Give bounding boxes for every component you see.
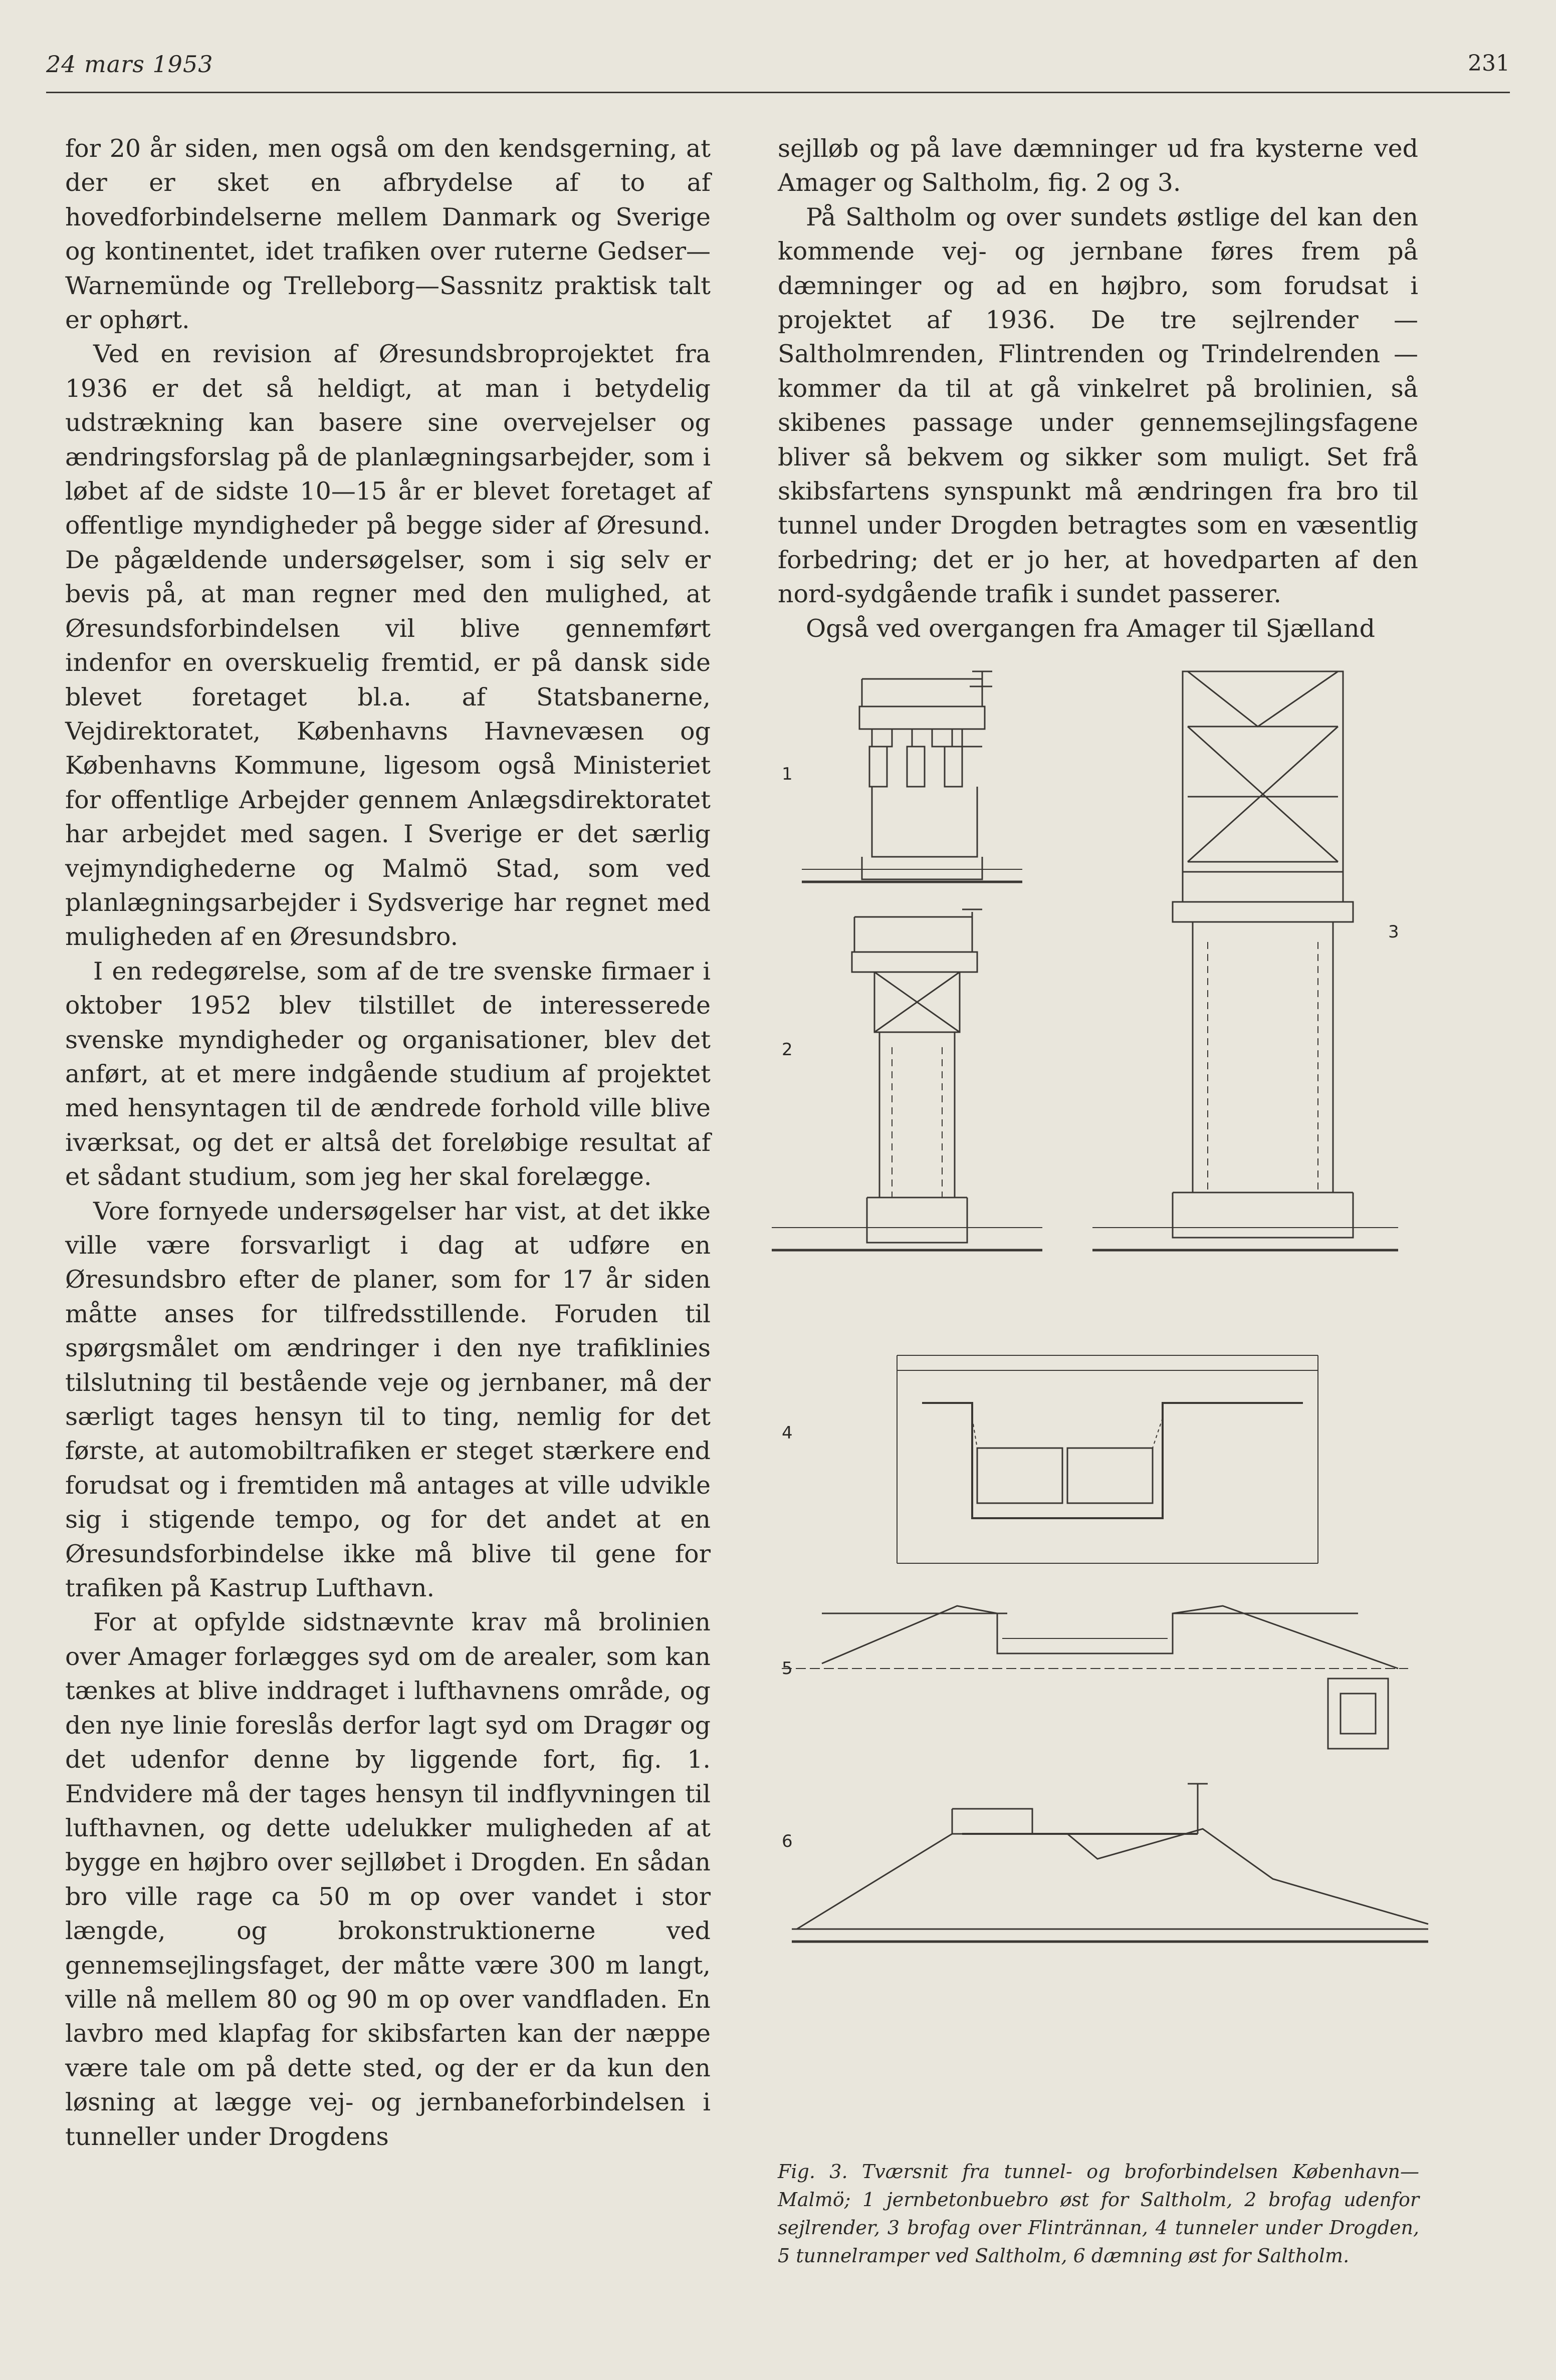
figure-label-5: 5 xyxy=(782,1658,793,1679)
section-1-drawing xyxy=(802,671,1022,882)
figure-label-2: 2 xyxy=(782,1040,793,1060)
figure-label-6: 6 xyxy=(782,1831,793,1851)
section-5-drawing xyxy=(782,1606,1408,1749)
section-3-drawing xyxy=(1092,671,1398,1250)
paragraph: for 20 år siden, men også om den kendsgerning, at der er sket en afbrydelse af to af hovedforbindelserne mellem Danmark og Sverige og kontinentet, idet trafiken over ruterne Gedser—Warnemünde og Trelleborg—Sassnitz praktisk talt er ophørt. xyxy=(65,134,711,335)
figure-caption: Fig. 3. Tværsnit fra tunnel- og broforbindelsen København—Malmö; 1 jernbetonbuebro øst for Saltholm, 2 brofag udenfor sejlrender, 3 brofag over Flintrännan, 4 tunneler under Drogden, 5 tunnelramper ved Saltholm, 6 dæmning øst for Saltholm. xyxy=(778,2161,1419,2267)
section-2-drawing xyxy=(772,909,1042,1250)
page-number: 231 xyxy=(1468,51,1510,76)
issue-date: 24 mars 1953 xyxy=(46,51,213,78)
paragraph: Ved en revision af Øresundsbroprojektet fra 1936 er det så heldigt, at man i betydelig udstrækning kan basere sine overvejelser og ændringsforslag på de planlægningsarbejder, som i løbet af de sidste 10—15 år er blevet foretaget af offentlige myndigheder på begge sider af Øresund. De pågældende undersøgelser, som i sig selv er bevis på, at man regner med den mulighed, at Øresundsforbindelsen vil blive gennemført indenfor en overskuelig fremtid, er på dansk side blevet foretaget bl.a. af Statsbanerne, Vejdirektoratet, Københavns Havnevæsen og Københavns Kommune, ligesom også Ministeriet for offentlige Arbejder gennem Anlægsdirektoratet har arbejdet med sagen. I Sverige er det særlig vejmyndighederne og Malmö Stad, som ved planlægningsarbejder i Sydsverige har regnet med muligheden af en Øresundsbro. xyxy=(65,340,711,951)
paragraph: For at opfylde sidstnævnte krav må brolinien over Amager forlægges syd om de arealer, som kan tænkes at blive inddraget i lufthavnens område, og den nye linie foreslås derfor lagt syd om Dragør og det udenfor denne by liggende fort, fig. 1. Endvidere må der tages hensyn til indflyvningen til lufthavnen, og dette udelukker muligheden af at bygge en højbro over sejlløbet i Drogden. En sådan bro ville rage ca 50 m op over vandet i stor længde, og brokonstruktionerne ved gennemsejlingsfaget, der måtte være 300 m langt, ville nå mellem 80 og 90 m op over vandfladen. En lavbro med klapfag for skibsfarten kan der næppe være tale om på dette sted, og der er da kun den løsning at lægge vej- og jernbaneforbindelsen i tunneller under Drogdens xyxy=(65,1608,711,2151)
paragraph: sejlløb og på lave dæmninger ud fra kysterne ved Amager og Saltholm, fig. 2 og 3. xyxy=(778,134,1418,197)
paragraph: På Saltholm og over sundets østlige del kan den kommende vej- og jernbane føres frem på dæmninger og ad en højbro, som forudsat i projektet af 1936. De tre sejlrender — Saltholmrenden, Flintrenden og Trindelrenden — kommer da til at gå vinkelret på brolinien, så skibenes passage under gennemsejlingsfagene bliver så bekvem og sikker som muligt. Set frå skibsfartens synspunkt må ændringen fra bro til tunnel under Drogden betragtes som en væsentlig forbedring; det er jo her, at hovedparten af den nord-sydgående trafik i sundet passerer. xyxy=(778,202,1418,609)
paragraph: Vore fornyede undersøgelser har vist, at det ikke ville være forsvarligt i dag at udføre en Øresundsbro efter de planer, som for 17 år siden måtte anses for tilfredsstillende. Foruden til spørgsmålet om ændringer i den nye trafiklinies tilslutning til bestående veje og jernbaner, må der særligt tages hensyn til to ting, nemlig for det første, at automobiltrafiken er steget stærkere end forudsat og i fremtiden må antages at ville udvikle sig i stigende tempo, og for det andet at en Øresundsforbindelse ikke må blive til gene for trafiken på Kastrup Lufthavn. xyxy=(65,1197,711,1603)
left-column xyxy=(65,132,711,2154)
figure-label-4: 4 xyxy=(782,1423,793,1443)
page-header xyxy=(46,48,1510,93)
figure-label-1: 1 xyxy=(782,764,793,784)
cross-section-drawings xyxy=(772,666,1473,2380)
paragraph: Også ved overgangen fra Amager til Sjælland xyxy=(806,614,1376,643)
paragraph: I en redegørelse, som af de tre svenske firmaer i oktober 1952 blev tilstillet de interesserede svenske myndigheder og organisationer, blev det anført, at et mere indgående studium af projektet med hensyntagen til de ændrede forhold ville blive iværksat, og det er altså det foreløbige resultat af et sådant studium, som jeg her skal forelægge. xyxy=(65,957,711,1192)
header-rule xyxy=(46,92,1510,93)
section-6-drawing xyxy=(792,1784,1428,1942)
section-4-drawing xyxy=(897,1355,1318,1563)
right-column xyxy=(778,132,1418,646)
figure-label-3: 3 xyxy=(1388,922,1399,942)
